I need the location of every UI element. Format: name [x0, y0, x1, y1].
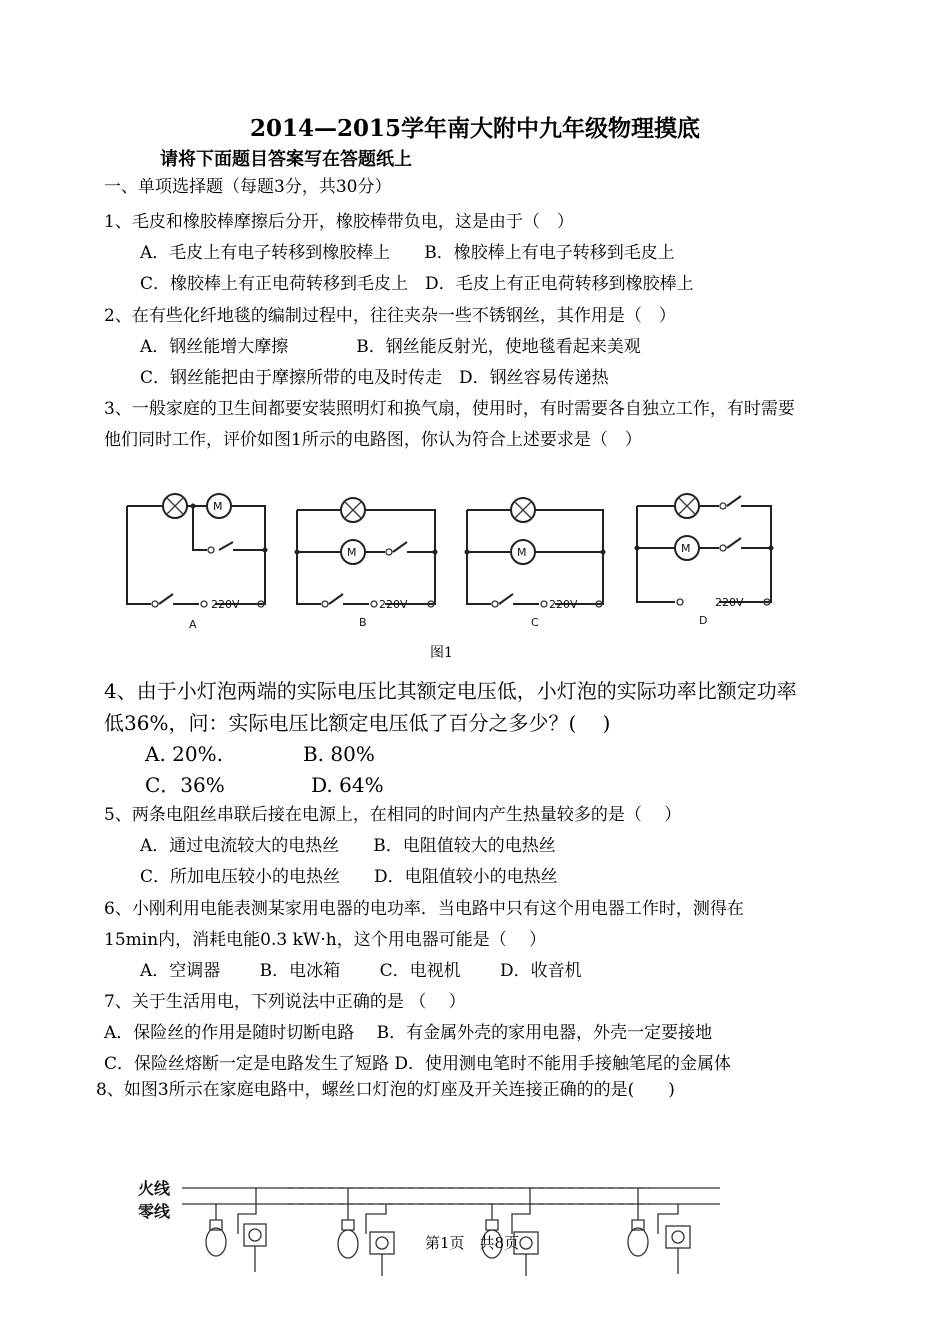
q8-stem: 8、如图3所示在家庭电路中，螺丝口灯泡的灯座及开关连接正确的的是( )	[96, 1080, 675, 1100]
q4-options-cd: C．36% D. 64%	[145, 773, 384, 797]
label-a: A	[189, 618, 197, 631]
motor-label: M	[347, 546, 357, 559]
voltage-label: 220V	[715, 596, 744, 609]
switch-icon	[672, 1231, 684, 1243]
figure1-caption: 图1	[430, 645, 453, 661]
q5-options-ab: A．通过电流较大的电热丝 B．电阻值较大的电热丝	[140, 836, 556, 856]
q3-line2: 他们同时工作，评价如图1所示的电路图，你认为符合上述要求是（ ）	[104, 430, 642, 450]
q7-options-ab: A．保险丝的作用是随时切断电路 B．有金属外壳的家用电器，外壳一定要接地	[104, 1023, 713, 1043]
q2-options-cd: C．钢丝能把由于摩擦所带的电及时传走 D．钢丝容易传递热	[140, 368, 609, 388]
motor-label: M	[681, 542, 691, 555]
q5-options-cd: C．所加电压较小的电热丝 D．电阻值较小的电热丝	[140, 867, 558, 887]
circuit-c	[465, 498, 606, 629]
q6-line1: 6、小刚利用电能表测某家用电器的电功率．当电路中只有这个用电器工作时，测得在	[104, 899, 744, 919]
label-c: C	[531, 616, 539, 629]
q1-options-cd: C．橡胶棒上有正电荷转移到毛皮上 D．毛皮上有正电荷转移到橡胶棒上	[140, 274, 694, 294]
q7-stem: 7、关于生活用电，下列说法中正确的是 （ ）	[104, 992, 466, 1012]
q7-options-cd: C．保险丝熔断一定是电路发生了短路 D．使用测电笔时不能用手接触笔尾的金属体	[104, 1054, 732, 1074]
fixture-b	[338, 1188, 394, 1276]
switch-icon	[520, 1237, 532, 1249]
q4-options-ab: A. 20%. B. 80%	[145, 742, 375, 766]
voltage-label: 220V	[379, 598, 408, 611]
fixture-a	[206, 1188, 266, 1272]
motor-label: M	[517, 546, 527, 559]
bulb-icon	[206, 1228, 226, 1256]
q1-options-ab: A．毛皮上有电子转移到橡胶棒上 B．橡胶棒上有电子转移到毛皮上	[140, 243, 675, 263]
section-heading: 一、单项选择题（每题3分，共30分）	[104, 177, 392, 197]
circuit-d	[635, 494, 774, 627]
q1-stem: 1、毛皮和橡胶棒摩擦后分开，橡胶棒带负电，这是由于（ ）	[104, 212, 574, 232]
q6-options: A．空调器 B．电冰箱 C．电视机 D．收音机	[140, 961, 582, 981]
page-subtitle: 请将下面题目答案写在答题纸上	[160, 149, 412, 170]
q4-line1: 4、由于小灯泡两端的实际电压比其额定电压低，小灯泡的实际功率比额定功率	[104, 679, 797, 703]
page-title: 2014—2015学年南大附中九年级物理摸底	[249, 115, 701, 142]
switch-icon	[249, 1229, 261, 1241]
q2-options-ab: A．钢丝能增大摩擦 B．钢丝能反射光，使地毯看起来美观	[140, 337, 641, 357]
fixture-d	[628, 1188, 690, 1274]
q2-stem: 2、在有些化纤地毯的编制过程中，往往夹杂一些不锈钢丝，其作用是（ ）	[104, 306, 676, 326]
figure1-circuits	[115, 480, 795, 640]
live-wire-label: 火线	[138, 1179, 171, 1198]
voltage-label: 220V	[211, 598, 240, 611]
circuit-b	[295, 498, 438, 629]
q5-stem: 5、两条电阻丝串联后接在电源上，在相同的时间内产生热量较多的是（ ）	[104, 805, 682, 825]
neutral-wire-label: 零线	[138, 1202, 171, 1221]
q4-line2: 低36%，问：实际电压比额定电压低了百分之多少？( )	[104, 711, 611, 735]
q6-line2: 15min内，消耗电能0.3 kW·h，这个用电器可能是（ ）	[104, 930, 547, 950]
q3-line1: 3、一般家庭的卫生间都要安装照明灯和换气扇，使用时，有时需要各自独立工作，有时需要	[104, 399, 795, 419]
bulb-icon	[338, 1230, 358, 1258]
voltage-label: 220V	[549, 598, 578, 611]
bulb-icon	[628, 1228, 648, 1256]
motor-label: M	[213, 500, 223, 513]
label-d: D	[699, 614, 708, 627]
page-footer: 第1页 共8页	[425, 1234, 520, 1252]
circuit-a	[127, 494, 268, 631]
switch-icon	[376, 1237, 388, 1249]
label-b: B	[359, 616, 367, 629]
